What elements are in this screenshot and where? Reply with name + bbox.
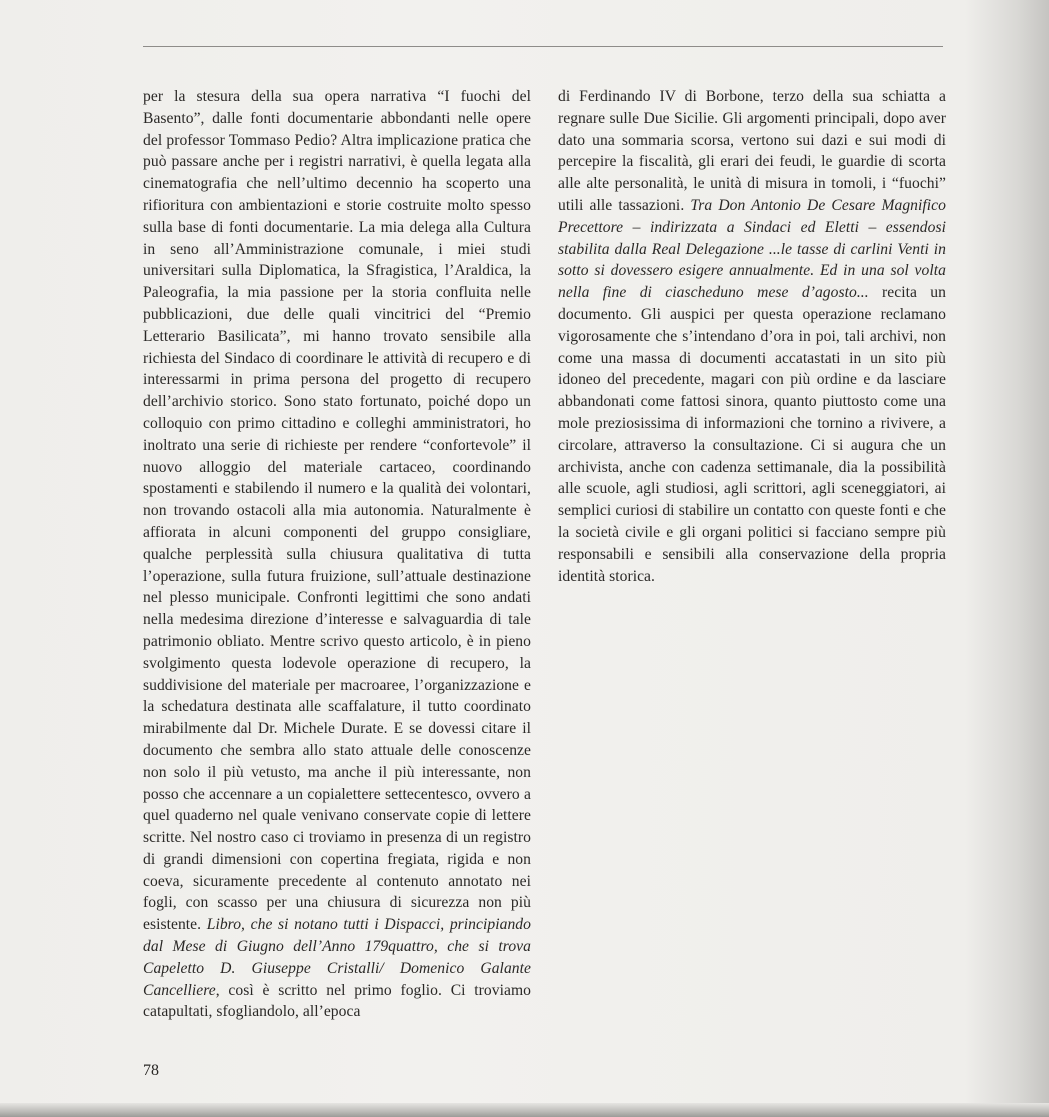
left-column (143, 86, 531, 1023)
left-text-segment-3: , così è scritto nel primo foglio. Ci troviamo catapultati, sfogliandolo, all’epoca (143, 981, 531, 1021)
right-text-segment-3: recita un documento. Gli auspici per questa operazione reclamano vigorosamente che s’intendano d’ora in poi, tali archivi, non come una massa di documenti accatastati in un sito più idoneo del precedente, magari con più ordine e da lasciare abbandonati come fattosi sinora, quanto piuttosto come una mole preziosissima di informazioni che tornino a rivivere, a circolare, attraverso la consultazione. Ci si augura che un archivista, anche con cadenza settimanale, dia la possibilità alle scuole, agli studiosi, agli scrittori, agli sceneggiatori, ai semplici curiosi di stabilire un contatto con queste fonti e che la società civile e gli organi politici si facciano sempre più responsabili e sensibili alla conservazione della propria identità storica. (558, 284, 946, 585)
page-bottom-edge (0, 1103, 1049, 1117)
right-text-segment-2-italic: Tra Don Antonio De Cesare Magnifico Precettore – indirizzata a Sindaci ed Eletti – essendosi stabilita dalla Real Delegazione ...le tasse di carlini Venti in sotto si dovessero esigere annualmente. Ed in una sol volta nella fine di ciascheduno mese d’agosto... (558, 196, 946, 302)
right-paragraph (558, 86, 946, 587)
right-text-segment-1: di Ferdinando IV di Borbone, terzo della sua schiatta a regnare sulle Due Sicilie. Gli argomenti principali, dopo aver dato una sommaria scorsa, vertono sui dazi e sui modi di percepire la fiscalità, gli erari dei feudi, le guardie di scorta alle alte personalità, le unità di misura in tomoli, i “fuochi” utili alle tassazioni. (558, 88, 946, 214)
left-text-segment-2-italic: Libro, che si notano tutti i Dispacci, principiando dal Mese di Giugno dell’Anno 179quattro, che si trova Capeletto D. Giuseppe Cristalli/ Domenico Galante Cancelliere (143, 916, 531, 999)
right-column (558, 86, 946, 587)
page-number: 78 (143, 1062, 159, 1079)
left-text-segment-1: per la stesura della sua opera narrativa “I fuochi del Basento”, dalle fonti documentarie abbondanti nelle opere del professor Tommaso Pedio? Altra implicazione pratica che può passare anche per i registri narrativi, è quella legata alla cinematografia che nell’ultimo decennio ha scoperto una rifioritura con ambientazioni e storie costruite molto spesso sulla base di fonti documentarie. La mia delega alla Cultura in seno all’Amministrazione comunale, i miei studi universitari sulla Diplomatica, la Sfragistica, l’Araldica, la Paleografia, la mia passione per la storia confluita nelle pubblicazioni, due delle quali vincitrici del “Premio Letterario Basilicata”, mi hanno trovato sensibile alla richiesta del Sindaco di coordinare le attività di recupero e di interessarmi in prima persona del progetto di recupero dell’archivio storico. Sono stato fortunato, poiché dopo un colloquio con primo cittadino e colleghi amministratori, ho inoltrato una serie di richieste per rendere “confortevole” il nuovo alloggio del materiale cartaceo, coordinando spostamenti e stabilendo il numero e la qualità dei volontari, non trovando ostacoli alla mia autonomia. Naturalmente è affiorata in alcuni componenti del gruppo consigliare, qualche perplessità sulla chiusura qualitativa di tutta l’operazione, sulla futura fruizione, sull’attuale destinazione nel plesso municipale. Confronti legittimi che sono andati nella medesima direzione d’interesse e salvaguardia di tale patrimonio obliato. Mentre scrivo questo articolo, è in pieno svolgimento questa lodevole operazione di recupero, la suddivisione del materiale per macroaree, l’organizzazione e la schedatura destinata alle scaffalature, il tutto coordinato mirabilmente dal Dr. Michele Durate. E se dovessi citare il documento che sembra allo stato attuale delle conoscenze non solo il più vetusto, ma anche il più interessante, non posso che accennare a un copialettere settecentesco, ovvero a quel quaderno nel quale venivano conservate copie di lettere scritte. Nel nostro caso ci troviamo in presenza di un registro di grandi dimensioni con copertina fregiata, rigida e non coeva, sicuramente precedente al contenuto annotato nei fogli, con scasso per una chiusura di sicurezza non più esistente. (143, 88, 531, 934)
left-paragraph (143, 86, 531, 1023)
header-rule (143, 46, 943, 47)
